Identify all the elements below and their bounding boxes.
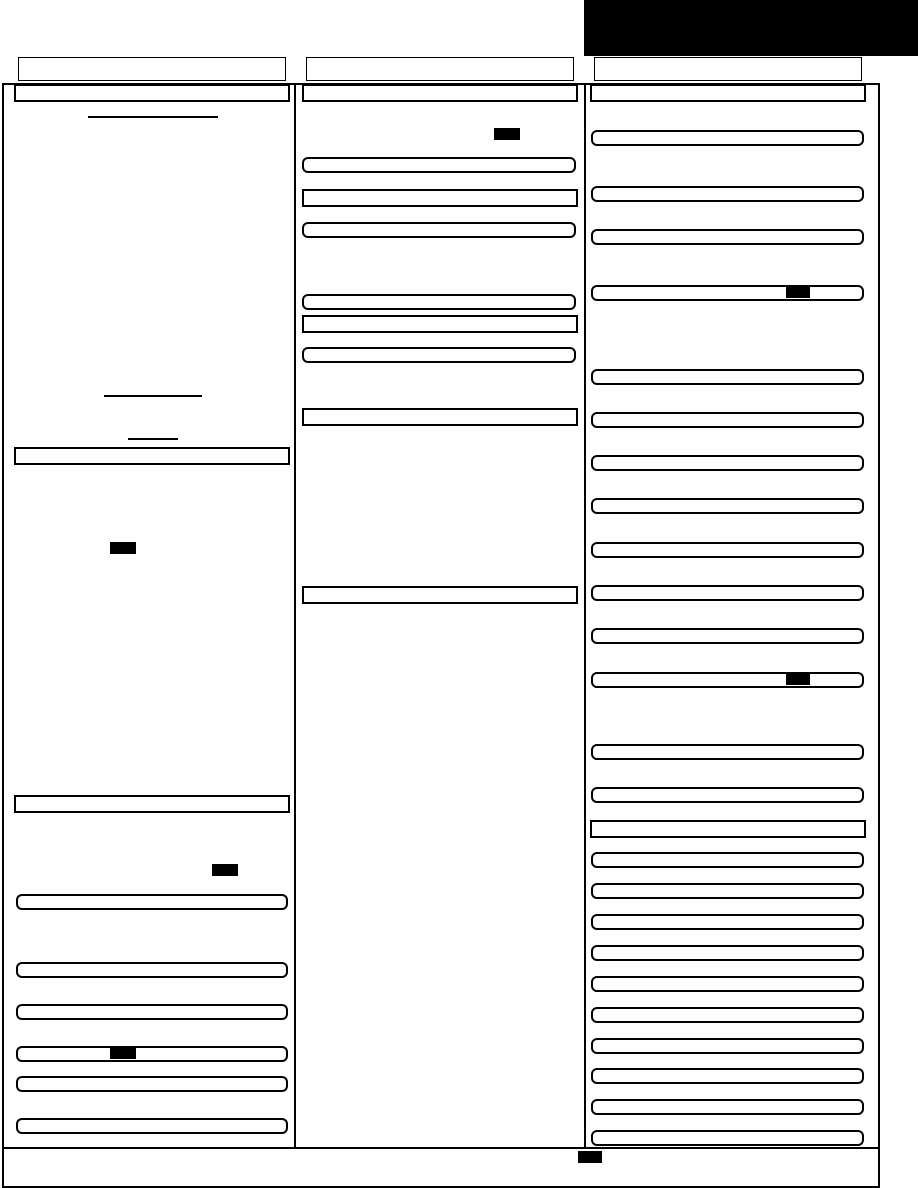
field-3-18[interactable] — [591, 945, 864, 961]
field-3-8[interactable] — [591, 498, 864, 514]
field-1-3[interactable] — [16, 1004, 288, 1020]
field-3-15[interactable] — [591, 852, 864, 868]
field-2-3[interactable] — [302, 294, 576, 310]
field-2-1[interactable] — [302, 157, 576, 173]
field-3-13[interactable] — [591, 744, 864, 760]
field-3-6[interactable] — [591, 412, 864, 428]
field-3-23[interactable] — [591, 1099, 864, 1115]
field-3-7[interactable] — [591, 455, 864, 471]
redaction-mark — [212, 864, 238, 876]
field-3-17[interactable] — [591, 914, 864, 930]
field-3-4[interactable] — [591, 285, 864, 301]
redaction-mark — [786, 286, 810, 298]
underline-1c — [128, 438, 178, 440]
field-3-10[interactable] — [591, 585, 864, 601]
column-tab-2[interactable] — [306, 57, 574, 81]
column-divider-1 — [294, 84, 296, 1148]
field-1-1[interactable] — [16, 894, 288, 910]
section-header-3b — [590, 820, 866, 838]
column-divider-2 — [584, 84, 586, 1148]
section-header-2d — [302, 408, 578, 426]
section-header-1a — [14, 84, 290, 102]
section-header-2b — [302, 189, 578, 207]
field-3-16[interactable] — [591, 883, 864, 899]
field-3-19[interactable] — [591, 976, 864, 992]
field-2-4[interactable] — [302, 347, 576, 363]
header-black-block — [584, 0, 918, 56]
field-3-24[interactable] — [591, 1130, 864, 1146]
field-3-2[interactable] — [591, 186, 864, 202]
redaction-mark — [110, 1047, 136, 1059]
field-1-4[interactable] — [16, 1046, 288, 1062]
field-3-12[interactable] — [591, 672, 864, 688]
underline-1b — [104, 395, 202, 397]
redaction-mark — [578, 1151, 602, 1163]
field-1-6[interactable] — [16, 1118, 288, 1134]
section-header-2c — [302, 315, 578, 333]
field-3-1[interactable] — [591, 130, 864, 146]
field-3-11[interactable] — [591, 628, 864, 644]
redaction-mark — [786, 673, 810, 685]
section-header-1c — [14, 795, 290, 813]
section-header-2e — [302, 586, 578, 604]
underline-1a — [88, 116, 218, 118]
field-1-2[interactable] — [16, 962, 288, 978]
field-3-5[interactable] — [591, 369, 864, 385]
section-header-1b — [14, 447, 290, 465]
column-tab-3[interactable] — [594, 57, 862, 81]
field-2-2[interactable] — [302, 222, 576, 238]
footer-strip — [3, 1147, 879, 1186]
field-3-14[interactable] — [591, 787, 864, 803]
redaction-mark — [110, 542, 136, 554]
field-3-22[interactable] — [591, 1068, 864, 1084]
field-1-5[interactable] — [16, 1076, 288, 1092]
field-3-20[interactable] — [591, 1007, 864, 1023]
section-header-3a — [590, 84, 866, 102]
column-tab-1[interactable] — [18, 57, 286, 81]
field-3-3[interactable] — [591, 229, 864, 245]
field-3-21[interactable] — [591, 1038, 864, 1054]
field-3-9[interactable] — [591, 542, 864, 558]
redaction-mark — [494, 128, 520, 140]
section-header-2a — [302, 84, 578, 102]
